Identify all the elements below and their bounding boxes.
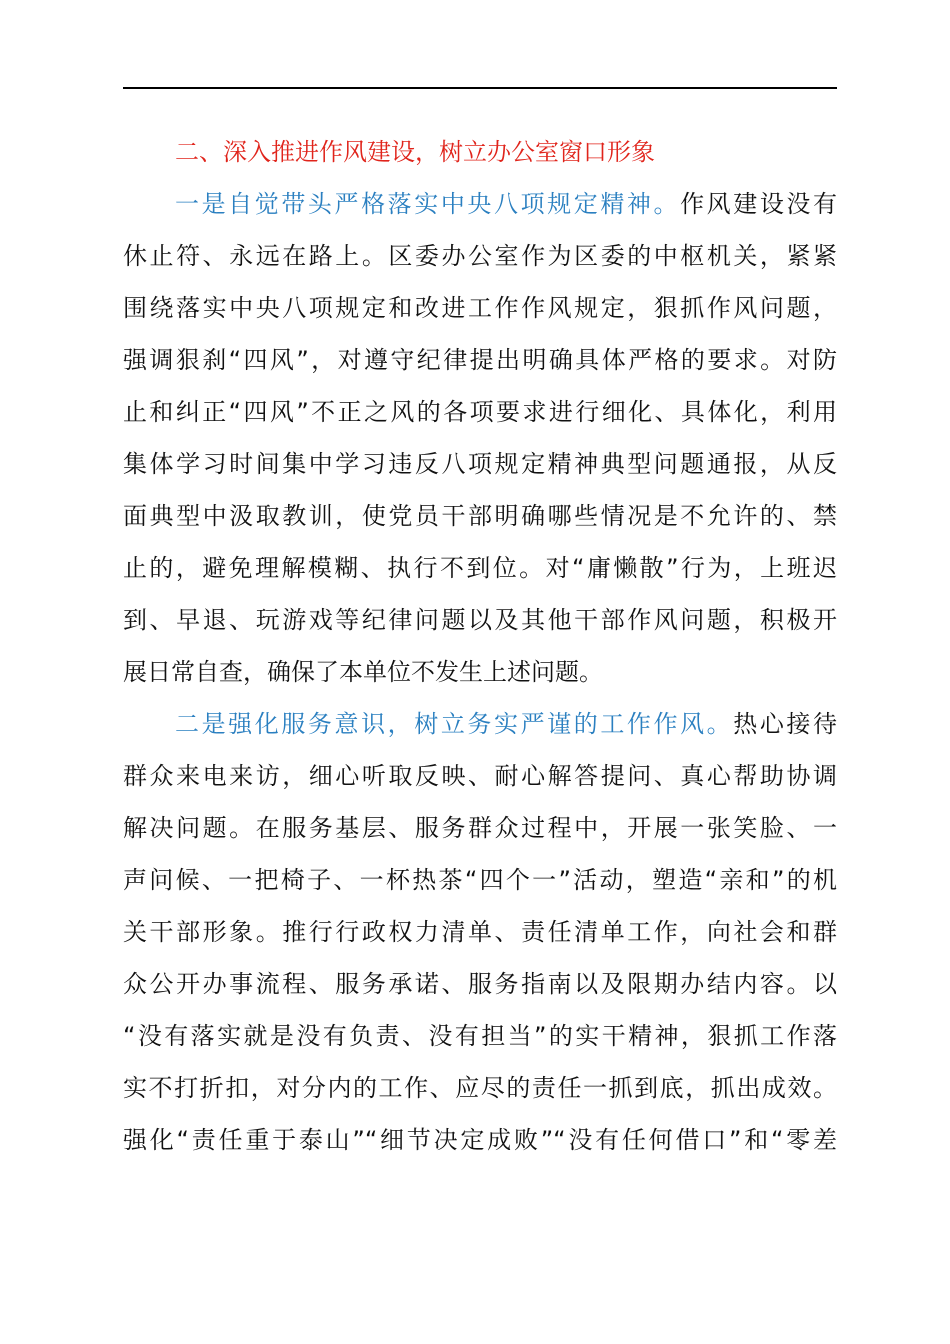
- paragraph-1-line: 到、早退、玩游戏等纪律问题以及其他干部作风问题，积极开: [123, 606, 837, 634]
- paragraph-1-line: 集体学习时间集中学习违反八项规定精神典型问题通报，从反: [123, 450, 837, 478]
- paragraph-1-line: 面典型中汲取教训，使党员干部明确哪些情况是不允许的、禁: [123, 502, 837, 530]
- paragraph-2-line: 声问候、一把椅子、一杯热茶“四个一”活动，塑造“亲和”的机: [123, 866, 837, 894]
- paragraph-1-line: 强调狠刹“四风”，对遵守纪律提出明确具体严格的要求。对防: [123, 346, 837, 374]
- paragraph-1-lead: 一是自觉带头严格落实中央八项规定精神。: [175, 190, 681, 218]
- paragraph-1-line: 休止符、永远在路上。区委办公室作为区委的中枢机关，紧紧: [123, 242, 837, 270]
- paragraph-1-first-line: [123, 178, 837, 230]
- paragraph-2-line: 众公开办事流程、服务承诺、服务指南以及限期办结内容。以: [123, 970, 837, 998]
- paragraph-1-line: 展日常自查，确保了本单位不发生上述问题。: [123, 658, 603, 686]
- paragraph-2-first-line: [123, 698, 837, 750]
- paragraph-1-line: 止的，避免理解模糊、执行不到位。对“庸懒散”行为，上班迟: [123, 554, 837, 582]
- paragraph-2-lead: 二是强化服务意识，树立务实严谨的工作作风。: [175, 710, 734, 738]
- paragraph-1-line: 止和纠正“四风”不正之风的各项要求进行细化、具体化，利用: [123, 398, 837, 426]
- paragraph-2-line: 强化“责任重于泰山”“细节决定成败”“没有任何借口”和“零差: [123, 1126, 837, 1154]
- document-body: [123, 126, 837, 1166]
- section-heading: 二、深入推进作风建设，树立办公室窗口形象: [175, 138, 655, 166]
- paragraph-2-line: 关干部形象。推行行政权力清单、责任清单工作，向社会和群: [123, 918, 837, 946]
- paragraph-1-line: 作风建设没有: [680, 190, 837, 218]
- paragraph-2-line: 热心接待: [733, 710, 837, 738]
- paragraph-2-line: 解决问题。在服务基层、服务群众过程中，开展一张笑脸、一: [123, 814, 837, 842]
- paragraph-2-line: 群众来电来访，细心听取反映、耐心解答提问、真心帮助协调: [123, 762, 837, 790]
- top-rule: [123, 87, 837, 89]
- paragraph-2-line: “没有落实就是没有负责、没有担当”的实干精神，狠抓工作落: [123, 1022, 837, 1050]
- paragraph-1-line: 围绕落实中央八项规定和改进工作作风规定，狠抓作风问题，: [123, 294, 837, 322]
- paragraph-2-line: 实不打折扣，对分内的工作、应尽的责任一抓到底，抓出成效。: [123, 1074, 837, 1102]
